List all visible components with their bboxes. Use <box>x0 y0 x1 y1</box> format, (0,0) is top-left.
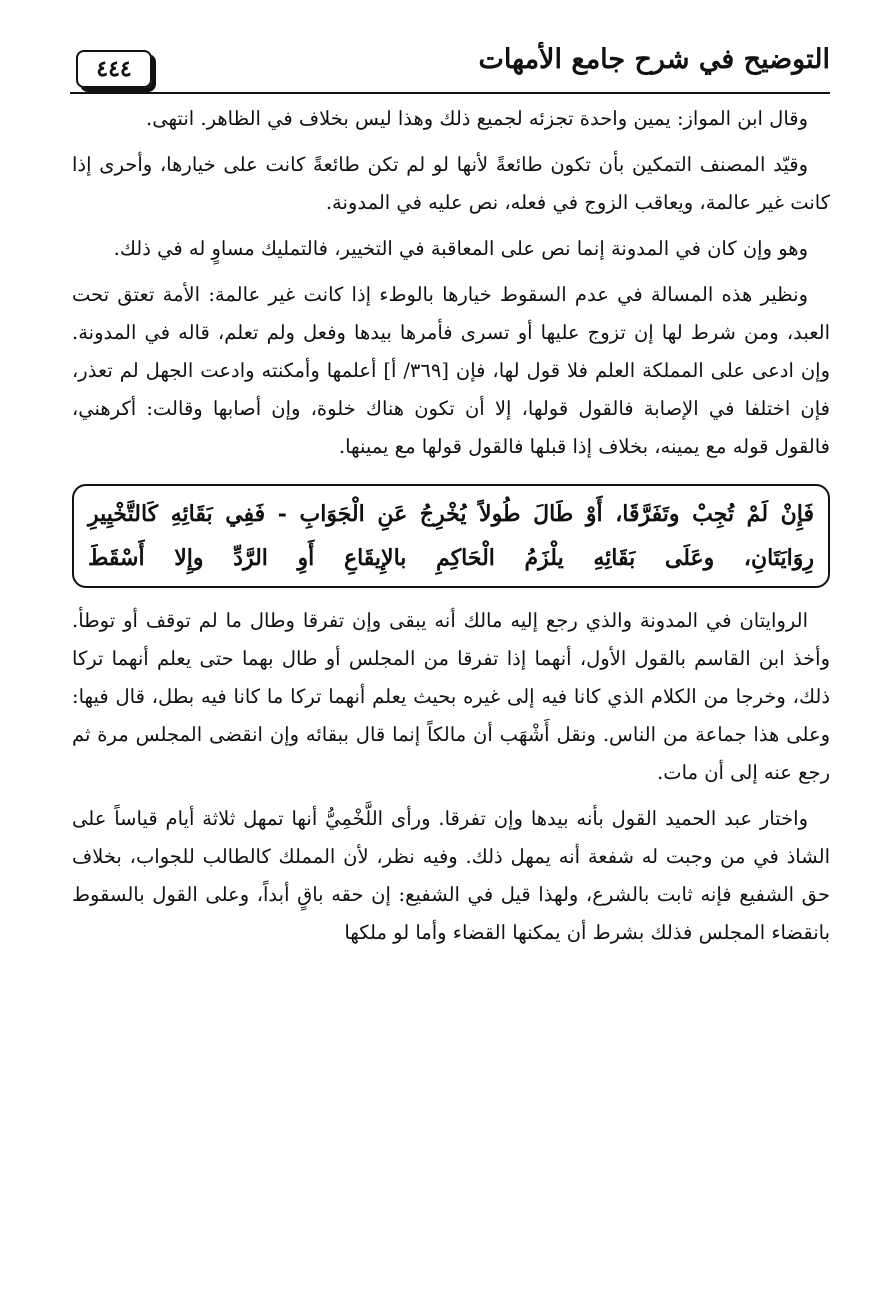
matn-text-box: فَإِنْ لَمْ تُجِبْ وتَفَرَّقَا، أَوْ طَالَ طُولاً يُخْرِجُ عَنِ الْجَوَابِ - فَفِي بَقَائِهِ كَالتَّخْيِيرِ رِوَايَتَانِ، وعَلَى بَقَائِهِ يلْزَمُ الْحَاكِمِ بالإِيقَاعِ أَوِ الرَّدِّ وإِلا أَسْقَطَ <box>72 484 830 588</box>
page-body <box>72 100 830 952</box>
page-header <box>70 40 830 92</box>
paragraph: وقيّد المصنف التمكين بأن تكون طائعةً لأنها لو لم تكن طائعةً كانت على خيارها، وأحرى إذا كانت غير عالمة، ويعاقب الزوج في فعله، نص عليه في المدونة. <box>72 153 830 214</box>
running-title: التوضيح في شرح جامع الأمهات <box>478 44 830 75</box>
page-number-box: ٤٤٤ <box>76 50 152 88</box>
paragraph: الروايتان في المدونة والذي رجع إليه مالك أنه يبقى وإن تفرقا وطال ما لم توقف أو توطأ. وأخذ ابن القاسم بالقول الأول، أنهما إذا تفرقا من المجلس أو طال بهما حتى يعلم أنهما تركا ذلك، وخرجا من الكلام الذي كانا فيه إلى غيره بحيث يعلم أنهما تركا ما كانا فيه بطل، قال فيها: وعلى هذا جماعة من الناس. ونقل أَشْهَب أن مالكاً إنما قال ببقائه وإن انقضى المجلس مرة ثم رجع عنه إلى أن مات. <box>72 609 830 784</box>
header-divider <box>70 92 830 94</box>
paragraph: وقال ابن المواز: يمين واحدة تجزئه لجميع ذلك وهذا ليس بخلاف في الظاهر. انتهى. <box>146 107 808 130</box>
paragraph: واختار عبد الحميد القول بأنه بيدها وإن تفرقا. ورأى اللَّخْمِيُّ أنها تمهل ثلاثة أيام قياساً على الشاذ في من وجبت له شفعة أنه يمهل ذلك. وفيه نظر، لأن المملك كالطالب للجواب، بخلاف حق الشفيع فإنه ثابت بالشرع، ولهذا قيل في الشفيع: إن حقه باقٍ أبداً، وعلى القول بالسقوط بانقضاء المجلس فذلك بشرط أن يمكنها القضاء وأما لو ملكها <box>72 807 830 944</box>
paragraph: وهو وإن كان في المدونة إنما نص على المعاقبة في التخيير، فالتمليك مساوٍ له في ذلك. <box>113 237 808 260</box>
paragraph: ونظير هذه المسالة في عدم السقوط خيارها بالوطء إذا كانت غير عالمة: الأمة تعتق تحت العبد، ومن شرط لها إن تزوج عليها أو تسرى فأمرها بيدها وفعل ولم تعلم، قاله في المدونة. وإن ادعى على المملكة العلم فلا قول لها، فإن [٣٦٩/ أ] أعلمها وأمكنته وادعت الجهل لم تعذر، فإن اختلفا في الإصابة فالقول قولها، إلا أن تكون هناك خلوة، وإن أصابها وقالت: أكرهني، فالقول قوله مع يمينه، بخلاف إذا قبلها فالقول قولها مع يمينها. <box>72 283 831 458</box>
